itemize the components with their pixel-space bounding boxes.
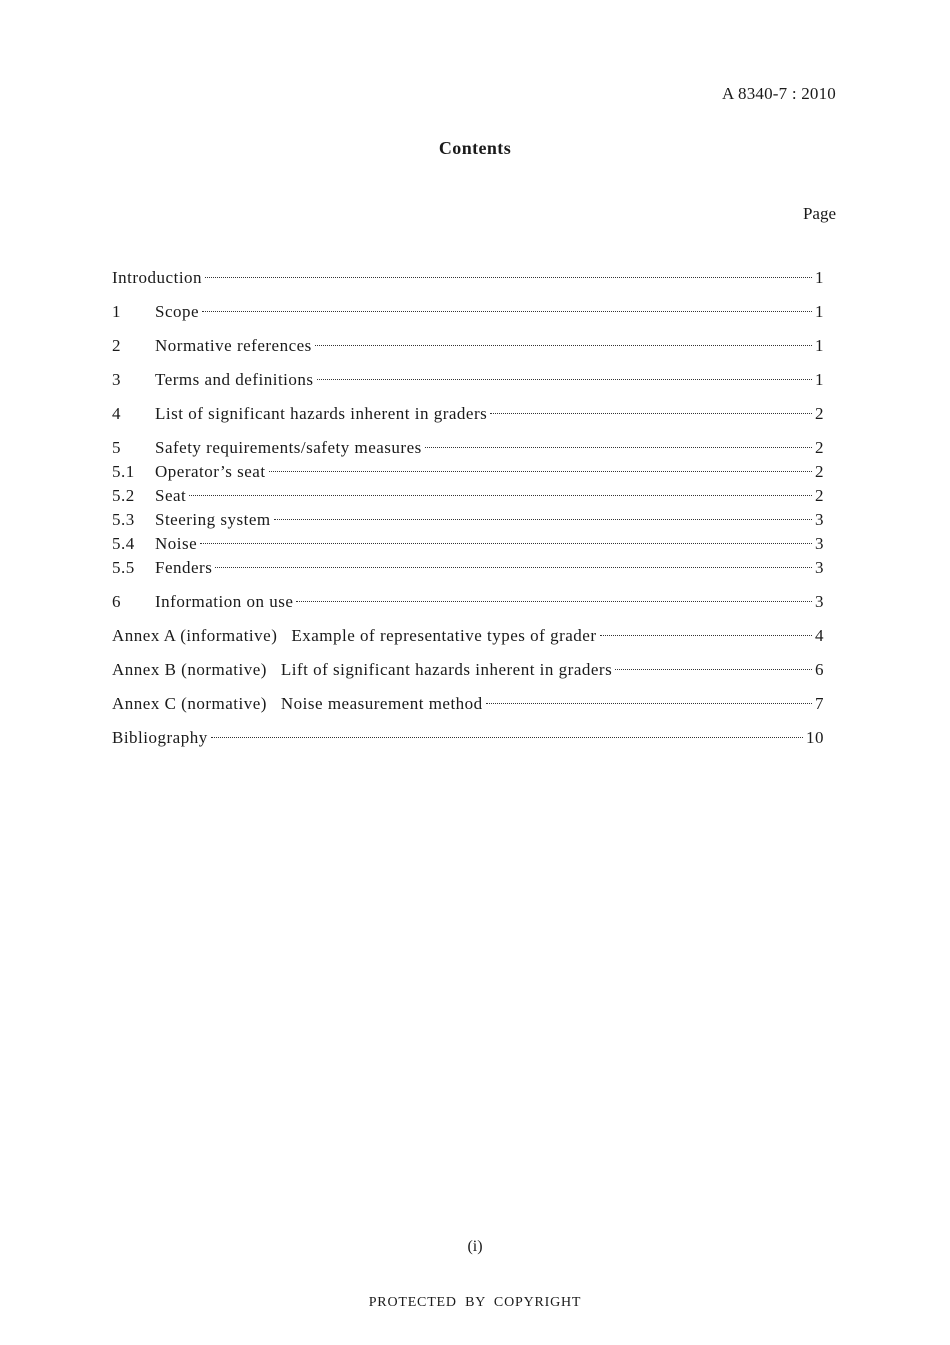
toc-entry-title: Lift of significant hazards inherent in graders	[280, 660, 613, 679]
dot-leader	[274, 519, 812, 520]
toc-entry-number: 5.1	[112, 462, 135, 481]
document-id: A 8340-7 : 2010	[722, 84, 836, 103]
toc-entry-title: Safety requirements/safety measures	[155, 438, 422, 457]
toc-entry-noise[interactable]	[112, 532, 824, 556]
toc-entry-page: 4	[815, 626, 824, 645]
toc-entry-title: Seat	[155, 486, 187, 505]
toc-entry-number: 5.3	[112, 510, 135, 529]
toc-entry-steering-system[interactable]	[112, 508, 824, 532]
dot-leader	[189, 495, 812, 496]
toc-entry-page: 3	[815, 592, 824, 611]
toc-entry-page: 1	[815, 336, 824, 355]
dot-leader	[315, 345, 812, 346]
toc-entry-page: 3	[815, 558, 824, 577]
toc-entry-number: 5.5	[112, 558, 135, 577]
toc-entry-page: 2	[815, 438, 824, 457]
toc-entry-information-on-use[interactable]	[112, 590, 824, 614]
dot-leader	[205, 277, 812, 278]
toc-entry-list-of-hazards[interactable]	[112, 402, 824, 426]
toc-entry-seat[interactable]	[112, 484, 824, 508]
toc-entry-title: Noise measurement method	[280, 694, 483, 713]
toc-entry-page: 1	[815, 370, 824, 389]
toc-entry-title: Introduction	[112, 268, 203, 287]
dot-leader	[215, 567, 812, 568]
toc-entry-page: 3	[815, 510, 824, 529]
toc-entry-title: Terms and definitions	[155, 370, 314, 389]
toc-entry-page: 7	[815, 694, 824, 713]
toc-entry-number: 5.2	[112, 486, 135, 505]
toc-entry-number: 1	[112, 302, 121, 321]
toc-entry-title: List of significant hazards inherent in graders	[155, 404, 488, 423]
dot-leader	[211, 737, 803, 738]
page-title: Contents	[438, 138, 512, 158]
toc-entry-annex-label: Annex A (informative)	[112, 626, 278, 645]
toc-entry-title: Bibliography	[112, 728, 208, 747]
toc-entry-terms-and-definitions[interactable]	[112, 368, 824, 392]
dot-leader	[425, 447, 812, 448]
dot-leader	[317, 379, 812, 380]
page-number: (i)	[467, 1238, 483, 1255]
toc-entry-fenders[interactable]	[112, 556, 824, 580]
toc-entry-title: Steering system	[155, 510, 271, 529]
toc-entry-page: 1	[815, 268, 824, 287]
toc-entry-page: 1	[815, 302, 824, 321]
copyright-footer: PROTECTED BY COPYRIGHT	[368, 1295, 582, 1310]
toc-entry-number: 3	[112, 370, 121, 389]
toc-entry-title: Noise	[155, 534, 198, 553]
toc-entry-number: 2	[112, 336, 121, 355]
toc-entry-operators-seat[interactable]	[112, 460, 824, 484]
toc-entry-annex-b[interactable]	[112, 658, 824, 682]
toc-entry-safety-requirements[interactable]	[112, 436, 824, 460]
dot-leader	[600, 635, 813, 636]
toc-entry-scope[interactable]	[112, 300, 824, 324]
toc-entry-annex-label: Annex C (normative)	[112, 694, 267, 713]
table-of-contents	[112, 266, 824, 750]
page-column-label: Page	[802, 204, 836, 223]
dot-leader	[486, 703, 812, 704]
dot-leader	[615, 669, 812, 670]
toc-entry-annex-a[interactable]	[112, 624, 824, 648]
toc-entry-number: 5	[112, 438, 121, 457]
toc-entry-title: Normative references	[155, 336, 312, 355]
dot-leader	[269, 471, 812, 472]
toc-entry-title: Information on use	[155, 592, 294, 611]
toc-entry-page: 2	[815, 486, 824, 505]
toc-entry-page: 3	[815, 534, 824, 553]
toc-entry-page: 2	[815, 404, 824, 423]
toc-entry-annex-label: Annex B (normative)	[112, 660, 267, 679]
toc-entry-title: Fenders	[155, 558, 213, 577]
toc-entry-number: 4	[112, 404, 121, 423]
toc-entry-title: Scope	[155, 302, 200, 321]
toc-entry-annex-c[interactable]	[112, 692, 824, 716]
dot-leader	[200, 543, 812, 544]
toc-entry-normative-references[interactable]	[112, 334, 824, 358]
toc-entry-page: 6	[815, 660, 824, 679]
toc-entry-introduction[interactable]	[112, 266, 824, 290]
dot-leader	[296, 601, 812, 602]
toc-entry-bibliography[interactable]	[112, 726, 824, 750]
dot-leader	[490, 413, 812, 414]
toc-entry-title: Operator’s seat	[155, 462, 266, 481]
dot-leader	[202, 311, 812, 312]
toc-entry-page: 2	[815, 462, 824, 481]
toc-entry-number: 6	[112, 592, 121, 611]
toc-entry-page: 10	[806, 728, 824, 747]
toc-entry-number: 5.4	[112, 534, 135, 553]
toc-entry-title: Example of representative types of grader	[291, 626, 597, 645]
